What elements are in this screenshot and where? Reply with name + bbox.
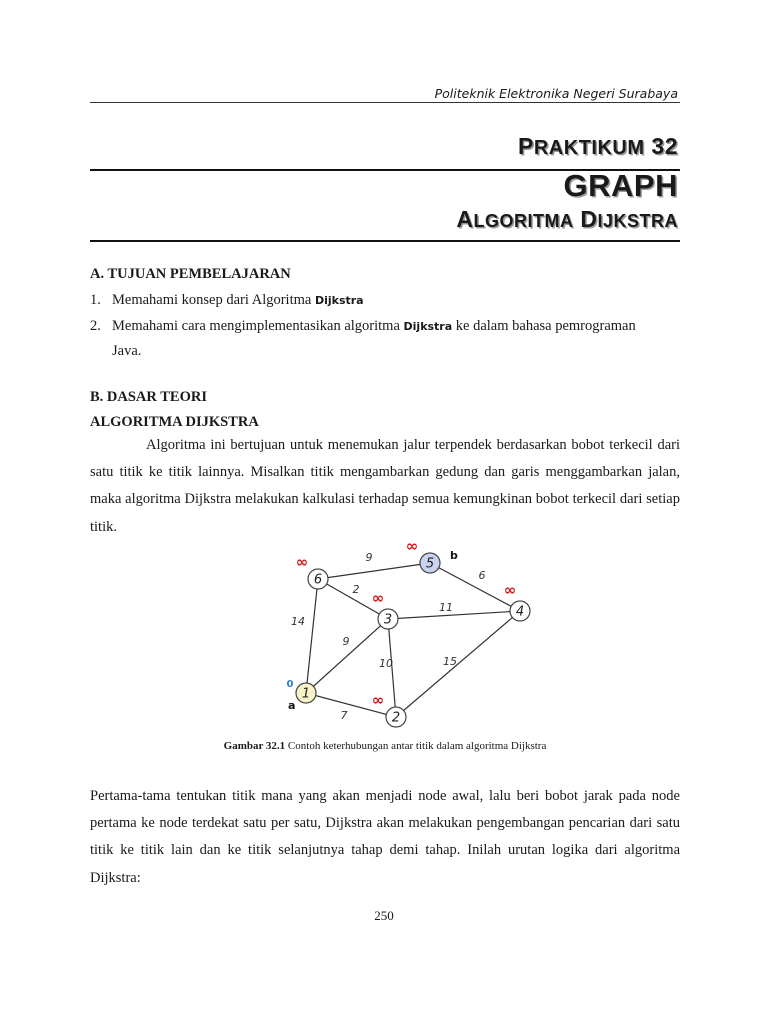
node-tag-1: a: [288, 699, 296, 712]
dijkstra-graph-figure: [270, 535, 550, 735]
objective-number-2: 2.: [90, 318, 101, 334]
theory-paragraph-1: Algoritma ini bertujuan untuk menemukan jalur terpendek berdasarkan bobot terkecil dari satu titik ke titik lainnya. Misalkan titik mengambarkan gedung dan garis menggambarkan jalan, maka algoritma Dijkstra melakukan kalkulasi terhadap semua kemungkinan bobot terkecil dari setiap titik.: [90, 437, 680, 535]
subtopic-cap-2: D: [580, 206, 598, 232]
objective-1-text: Memahami konsep dari Algoritma: [112, 292, 312, 308]
figure-caption-text: Contoh keterhubungan antar titik dalam algoritma Dijkstra: [287, 740, 547, 752]
objective-2-term: Dijkstra: [403, 320, 453, 333]
graph-edge-1-3: [306, 619, 388, 693]
edge-weight-1-2: 7: [340, 709, 348, 722]
node-distance-5: ∞: [405, 537, 419, 555]
graph-edge-3-4: [388, 611, 520, 619]
graph-edge-6-1: [306, 579, 318, 693]
edge-weight-5-4: 6: [478, 569, 486, 582]
subtopic-title: [456, 206, 678, 233]
node-label-6: 6: [313, 572, 323, 588]
node-distance-2: ∞: [371, 691, 385, 709]
node-label-3: 3: [383, 612, 393, 628]
node-label-5: 5: [425, 556, 435, 572]
node-label-1: 1: [301, 686, 311, 702]
graph-edge-2-4: [396, 611, 520, 717]
graph-edges: [306, 563, 520, 717]
objective-number-1: 1.: [90, 292, 101, 308]
node-tag-5: b: [450, 549, 458, 562]
objective-2-text-after: ke dalam bahasa pemrograman: [455, 318, 636, 334]
section-a-heading: A. TUJUAN PEMBELAJARAN: [90, 266, 291, 282]
section-b-heading: B. DASAR TEORI: [90, 389, 207, 405]
edge-weight-2-4: 15: [443, 655, 457, 668]
section-b-subheading: ALGORITMA DIJKSTRA: [90, 414, 259, 430]
edge-weight-1-3: 9: [342, 635, 350, 648]
node-distance-6: ∞: [295, 553, 309, 571]
figure-caption: [90, 740, 680, 752]
node-distance-1: 0: [286, 679, 294, 690]
edge-weight-6-5: 9: [365, 551, 373, 564]
node-distance-3: ∞: [371, 589, 385, 607]
objective-1-term: Dijkstra: [314, 294, 364, 307]
topic-title: GRAPH: [563, 168, 678, 203]
title-rule-bottom: [90, 240, 680, 242]
chapter-number: 32: [651, 133, 678, 159]
objective-item-1: [112, 292, 364, 309]
running-header: Politeknik Elektronika Negeri Surabaya: [434, 86, 678, 101]
edge-weight-3-2: 10: [379, 657, 393, 670]
edge-weight-3-4: 11: [439, 601, 453, 614]
theory-paragraph-2: Pertama-tama tentukan titik mana yang akan menjadi node awal, lalu beri bobot jarak pada node pertama ke node terdekat satu per satu, Dijkstra akan melakukan pengembangan pencarian dari satu titik ke titik lain dan ke titik selanjutnya tahap demi tahap. Inilah urutan logika dari algoritma Dijkstra:: [90, 788, 680, 886]
subtopic-word-2: IJKSTRA: [597, 211, 678, 231]
page-number: 250: [374, 908, 394, 923]
header-rule: [90, 102, 680, 103]
chapter-title: [518, 133, 678, 160]
chapter-title-word: RAKTIKUM: [533, 137, 645, 159]
objective-2-text-before: Memahami cara mengimplementasikan algoritma: [112, 318, 400, 334]
subtopic-cap-1: A: [456, 206, 474, 232]
figure-caption-label: Gambar 32.1: [223, 740, 286, 752]
objective-2-continuation: Java.: [112, 343, 142, 359]
objective-item-2: [112, 318, 680, 335]
subtopic-word-1: LGORITMA: [473, 211, 574, 231]
chapter-title-cap: P: [518, 133, 534, 159]
node-distance-4: ∞: [503, 581, 517, 599]
graph-edge-6-5: [318, 563, 430, 579]
node-label-4: 4: [515, 604, 525, 620]
edge-weight-6-1: 14: [291, 615, 305, 628]
node-label-2: 2: [391, 710, 401, 726]
edge-weight-6-3: 2: [352, 583, 360, 596]
